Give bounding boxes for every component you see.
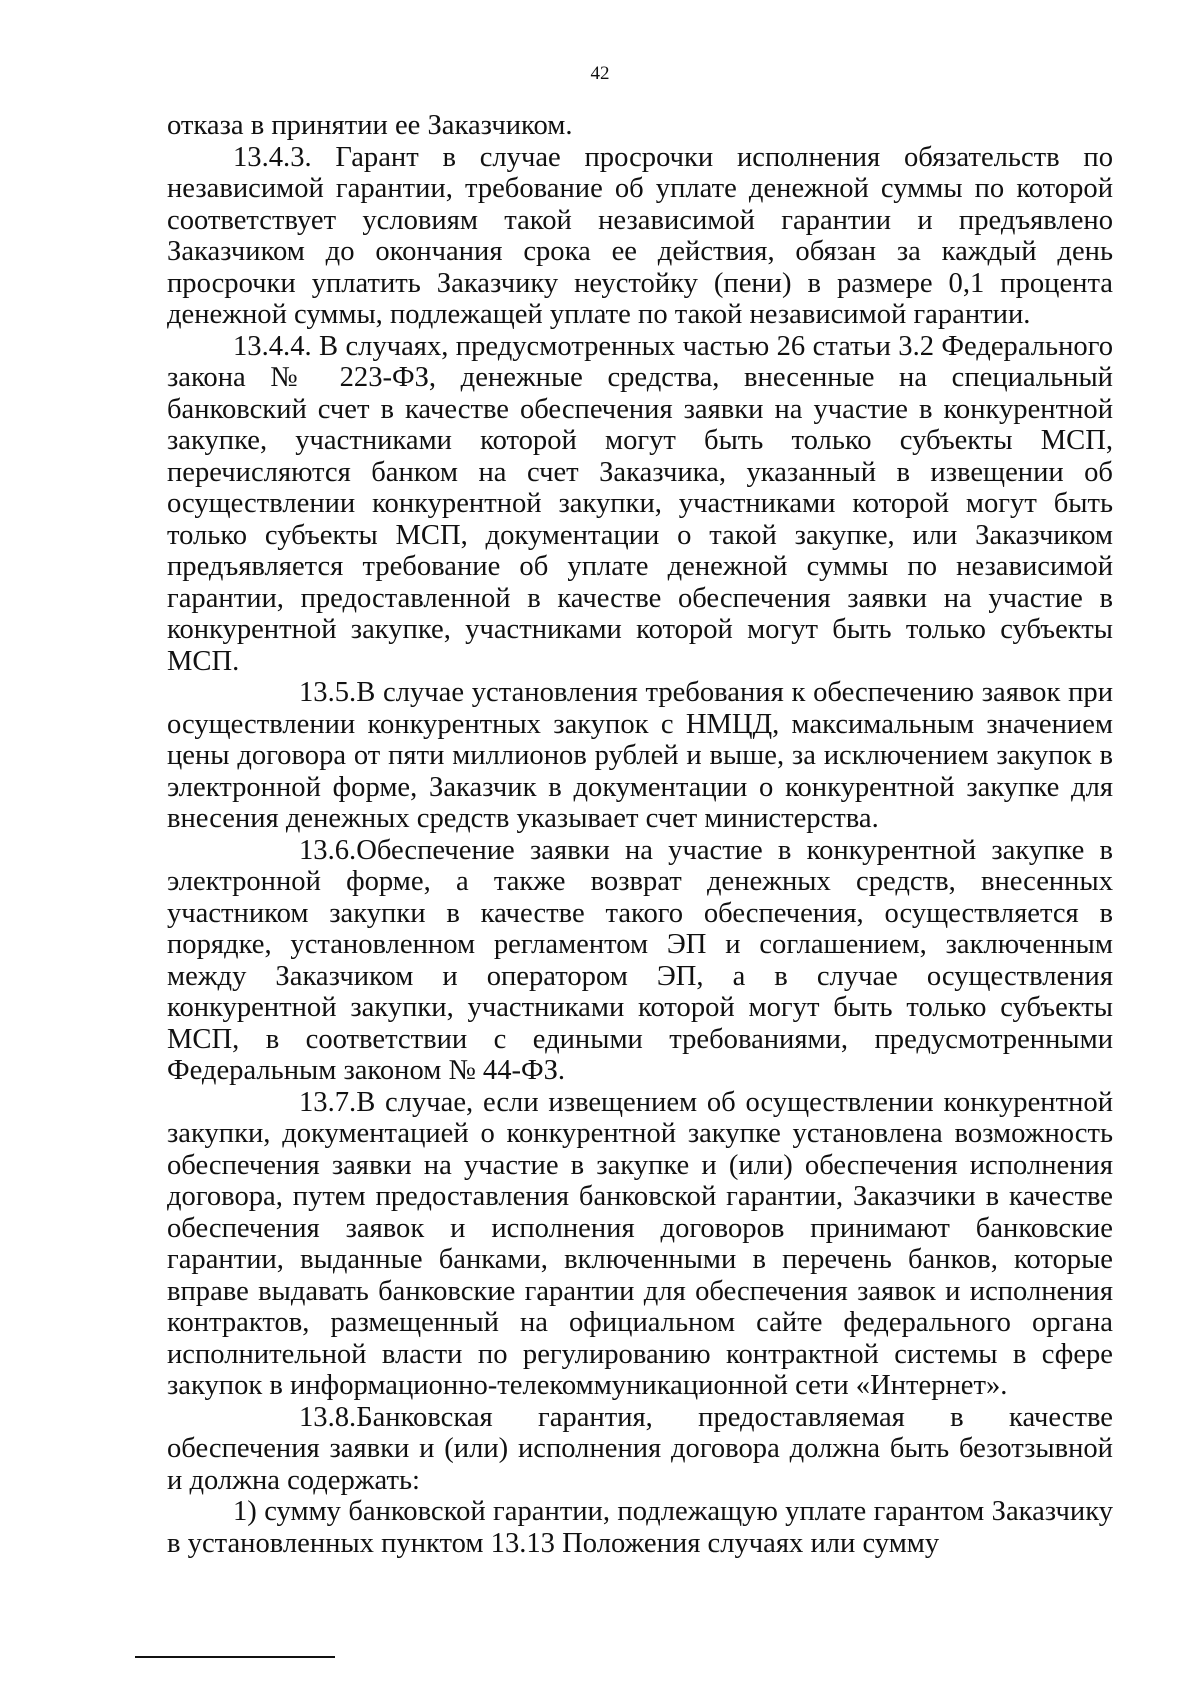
paragraph-13-7	[167, 1087, 1113, 1402]
paragraph-text: В случае установления требования к обеспечению заявок при осуществлении конкурентных закупок с НМЦД, максимальным значением цены договора от пяти миллионов рублей и выше, за исключением закупок в электронной форме, Заказчик в документации о конкурентной закупке для внесения денежных средств указывает счет министерства.	[167, 677, 1113, 834]
clause-number: 13.4.3.	[233, 141, 312, 173]
paragraph-text: отказа в принятии ее Заказчиком.	[167, 110, 573, 141]
paragraph-continuation	[167, 110, 1113, 142]
clause-number: 13.5.	[299, 677, 357, 708]
list-item-1	[167, 1496, 1113, 1559]
clause-number: 13.8.	[299, 1401, 357, 1433]
paragraph-13-4-3	[167, 142, 1113, 331]
paragraph-13-8	[167, 1402, 1113, 1497]
paragraph-text: сумму банковской гарантии, подлежащую уплате гарантом Заказчику в установленных пунктом 13.13 Положения случаях или сумму	[167, 1496, 1113, 1559]
clause-number: 13.7.	[299, 1086, 357, 1118]
footnote-separator	[135, 1656, 335, 1658]
paragraph-13-4-4	[167, 331, 1113, 678]
paragraph-text: Обеспечение заявки на участие в конкурентной закупке в электронной форме, а также возврат денежных средств, внесенных участником закупки в качестве такого обеспечения, осуществляется в порядке, установленном регламентом ЭП и соглашением, заключенным между Заказчиком и оператором ЭП, а в случае осуществления конкурентной закупки, участниками которой могут быть только субъекты МСП, в соответствии с едиными требованиями, предусмотренными Федеральным законом № 44-ФЗ.	[167, 834, 1113, 1086]
clause-number: 13.6.	[299, 834, 357, 866]
page-number: 42	[590, 63, 610, 84]
clause-number: 13.4.4.	[233, 330, 312, 362]
paragraph-text: В случаях, предусмотренных частью 26 статьи 3.2 Федерального закона № 223-ФЗ, денежные средства, внесенные на специальный банковский счет в качестве обеспечения заявки на участие в конкурентной закупке, участниками которой могут быть только субъекты МСП, перечисляются банком на счет Заказчика, указанный в извещении об осуществлении конкурентной закупки, участниками которой могут быть только субъекты МСП, документации о такой закупке, или Заказчиком предъявляется требование об уплате денежной суммы по независимой гарантии, предоставленной в качестве обеспечения заявки на участие в конкурентной закупке, участниками которой могут быть только субъекты МСП.	[167, 330, 1114, 677]
paragraph-13-5	[167, 677, 1113, 835]
paragraph-text: В случае, если извещением об осуществлении конкурентной закупки, документацией о конкурентной закупке установлена возможность обеспечения заявки на участие в закупке и (или) обеспечения исполнения договора, путем предоставления банковской гарантии, Заказчики в качестве обеспечения заявок и исполнения договоров принимают банковские гарантии, выданные банками, включенными в перечень банков, которые вправе выдавать банковские гарантии для обеспечения заявок и исполнения контрактов, размещенный на официальном сайте федерального органа исполнительной власти по регулированию контрактной системы в сфере закупок в информационно-телекоммуникационной сети «Интернет».	[167, 1086, 1113, 1401]
list-marker: 1)	[233, 1496, 257, 1527]
paragraph-text: Банковская гарантия, предоставляемая в качестве обеспечения заявки и (или) исполнения договора должна быть безотзывной и должна содержать:	[167, 1401, 1113, 1496]
document-body	[167, 110, 1113, 1559]
paragraph-13-6	[167, 835, 1113, 1087]
paragraph-text: Гарант в случае просрочки исполнения обязательств по независимой гарантии, требование об уплате денежной суммы по которой соответствует условиям такой независимой гарантии и предъявлено Заказчиком до окончания срока ее действия, обязан за каждый день просрочки уплатить Заказчику неустойку (пени) в размере 0,1 процента денежной суммы, подлежащей уплате по такой независимой гарантии.	[167, 141, 1114, 330]
